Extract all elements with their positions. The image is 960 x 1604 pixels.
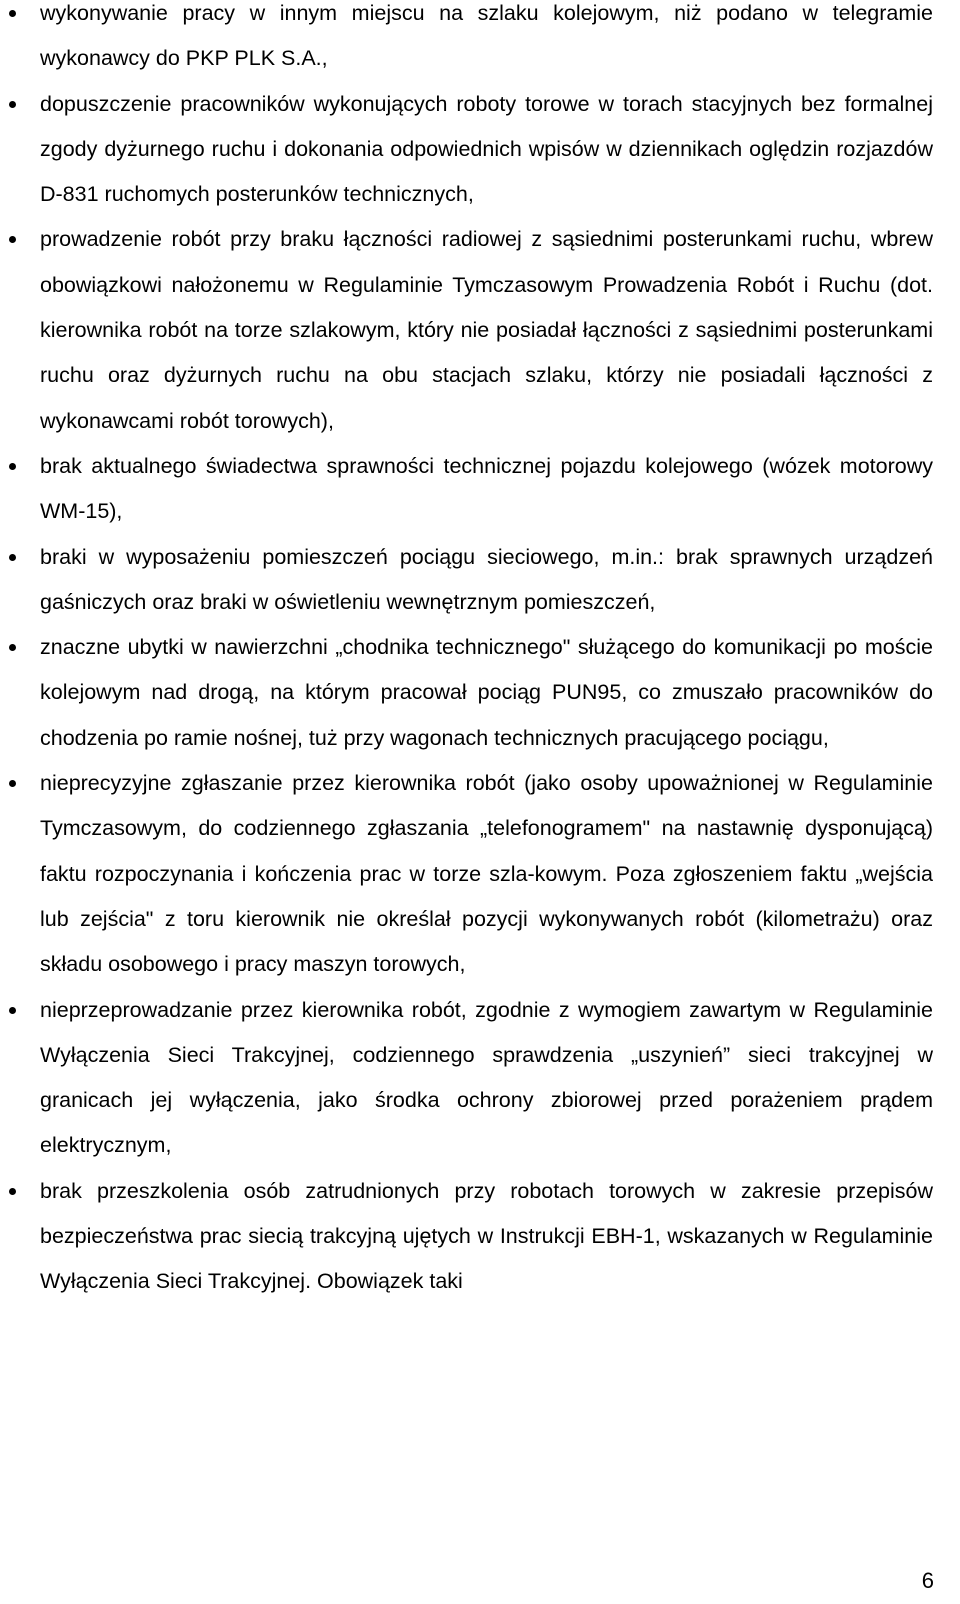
list-item: braki w wyposażeniu pomieszczeń pociągu sieciowego, m.in.: brak sprawnych urządzeń gaśniczych oraz braki w oświetleniu wewnętrznym pomieszczeń,: [40, 535, 933, 626]
list-item: prowadzenie robót przy braku łączności radiowej z sąsiednimi posterunkami ruchu, wbrew obowiązkowi nałożonemu w Regulaminie Tymczasowym Prowadzenia Robót i Ruchu (dot. kierownika robót na torze szlakowym, który nie posiadał łączności z sąsiednimi posterunkami ruchu oraz dyżurnych ruchu na obu stacjach szlaku, którzy nie posiadali łączności z wykonawcami robót torowych),: [40, 217, 933, 443]
list-item: dopuszczenie pracowników wykonujących roboty torowe w torach stacyjnych bez formalnej zgody dyżurnego ruchu i dokonania odpowiednich wpisów w dziennikach oględzin rozjazdów D-831 ruchomych posterunków technicznych,: [40, 82, 933, 218]
findings-bullet-list: [40, 0, 933, 1305]
list-item: brak aktualnego świadectwa sprawności technicznej pojazdu kolejowego (wózek motorowy WM-15),: [40, 444, 933, 535]
list-item: wykonywanie pracy w innym miejscu na szlaku kolejowym, niż podano w telegramie wykonawcy do PKP PLK S.A.,: [40, 0, 933, 82]
list-item: znaczne ubytki w nawierzchni „chodnika technicznego" służącego do komunikacji po moście kolejowym nad drogą, na którym pracował pociąg PUN95, co zmuszało pracowników do chodzenia po ramie nośnej, tuż przy wagonach technicznych pracującego pociągu,: [40, 625, 933, 761]
list-item: nieprecyzyjne zgłaszanie przez kierownika robót (jako osoby upoważnionej w Regulaminie Tymczasowym, do codziennego zgłaszania „telefonogramem" na nastawnię dysponującą) faktu rozpoczynania i kończenia prac w torze szla-kowym. Poza zgłoszeniem faktu „wejścia lub zejścia" z toru kierownik nie określał pozycji wykonywanych robót (kilometrażu) oraz składu osobowego i pracy maszyn torowych,: [40, 761, 933, 987]
list-item: brak przeszkolenia osób zatrudnionych przy robotach torowych w zakresie przepisów bezpieczeństwa prac siecią trakcyjną ujętych w Instrukcji EBH-1, wskazanych w Regulaminie Wyłączenia Sieci Trakcyjnej. Obowiązek taki: [40, 1169, 933, 1305]
list-item: nieprzeprowadzanie przez kierownika robót, zgodnie z wymogiem zawartym w Regulaminie Wyłączenia Sieci Trakcyjnej, codziennego sprawdzenia „uszynień” sieci trakcyjnej w granicach jej wyłączenia, jako środka ochrony zbiorowej przed porażeniem prądem elektrycznym,: [40, 988, 933, 1169]
page-number: 6: [921, 1568, 934, 1593]
